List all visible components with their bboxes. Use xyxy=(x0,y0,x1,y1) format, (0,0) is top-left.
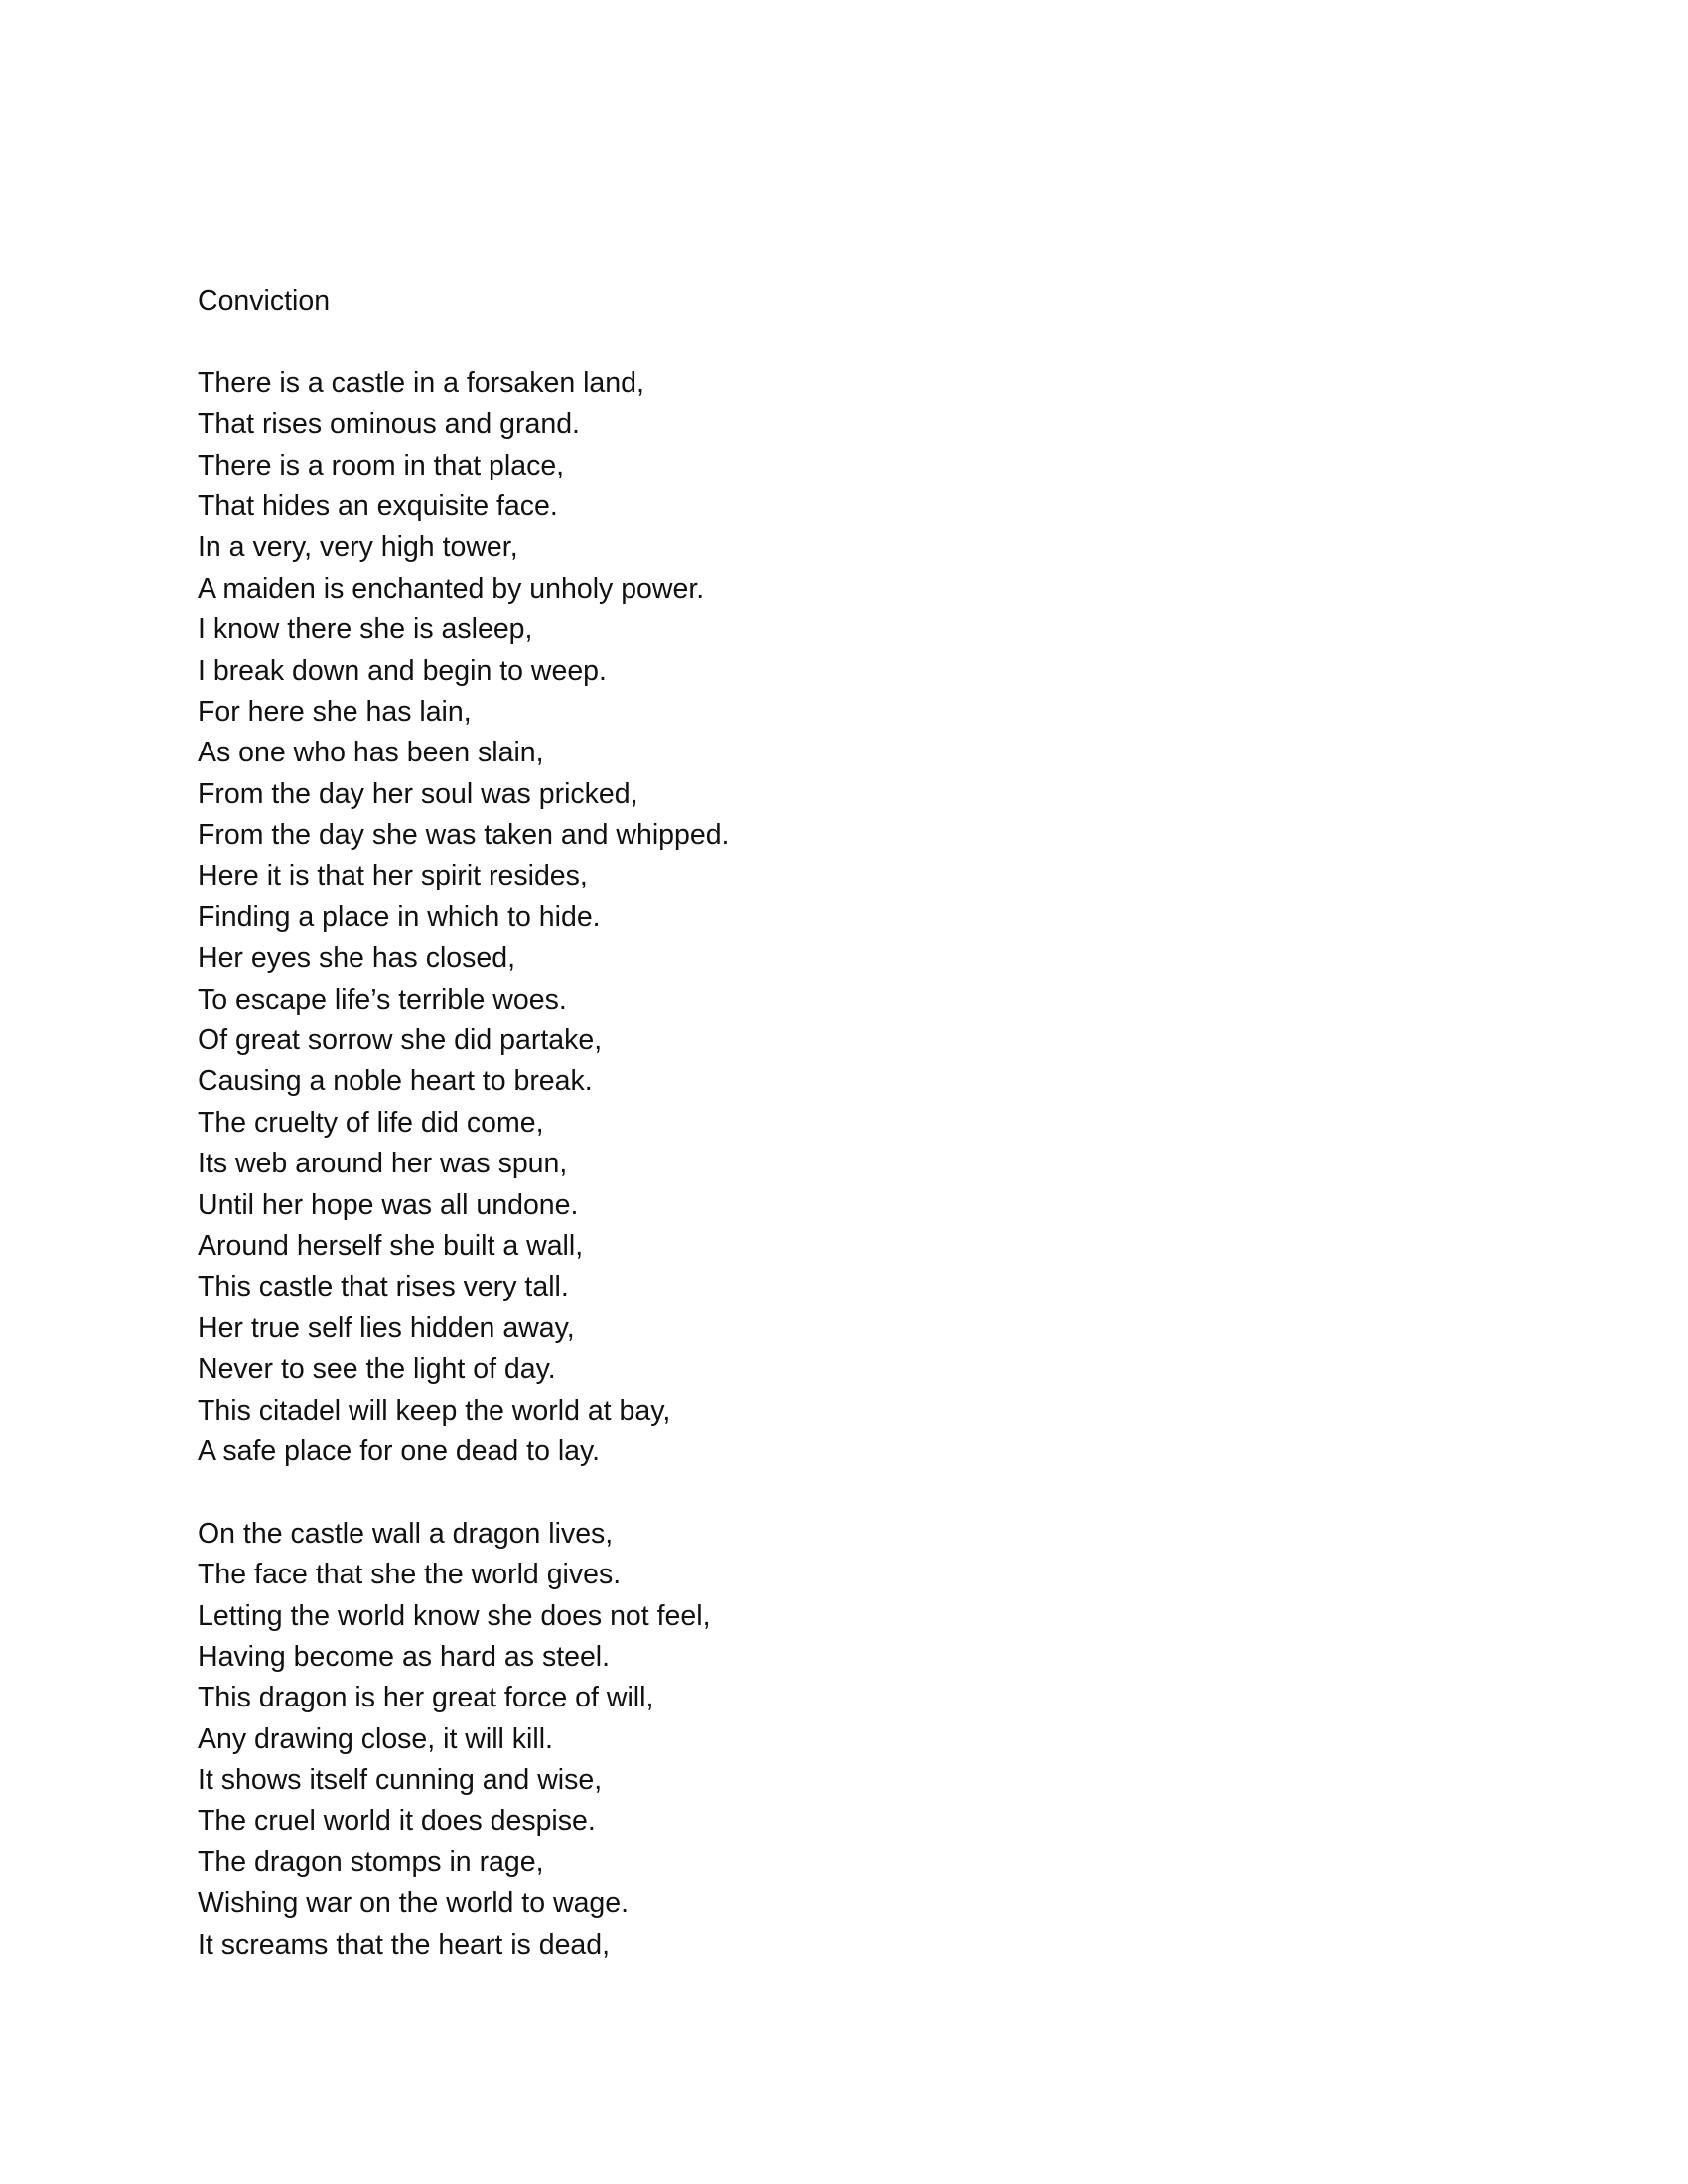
poem-line: This citadel will keep the world at bay, xyxy=(198,1394,671,1427)
poem-line: I know there she is asleep, xyxy=(198,614,533,646)
poem-line: From the day her soul was pricked, xyxy=(198,777,638,810)
poem-title: Conviction xyxy=(198,285,331,317)
poem-line: Having become as hard as steel. xyxy=(198,1640,611,1673)
poem-line: A safe place for one dead to lay. xyxy=(198,1434,601,1467)
poem-line: Any drawing close, it will kill. xyxy=(198,1722,553,1755)
poem-line: For here she has lain, xyxy=(198,695,472,728)
poem-line: The cruelty of life did come, xyxy=(198,1106,544,1139)
poem-line: This castle that rises very tall. xyxy=(198,1271,569,1303)
poem-line: Her true self lies hidden away, xyxy=(198,1311,575,1344)
poem-line: A maiden is enchanted by unholy power. xyxy=(198,572,705,605)
poem-line: This dragon is her great force of will, xyxy=(198,1682,654,1714)
poem-line: In a very, very high tower, xyxy=(198,531,518,564)
poem-line: Its web around her was spun, xyxy=(198,1148,568,1180)
poem-line: The dragon stomps in rage, xyxy=(198,1845,544,1878)
poem-line: Of great sorrow she did partake, xyxy=(198,1024,603,1057)
poem-line: That hides an exquisite face. xyxy=(198,489,558,522)
poem-line: Around herself she built a wall, xyxy=(198,1229,584,1262)
stanza-1 xyxy=(198,363,1488,1473)
poem-line: I break down and begin to weep. xyxy=(198,654,607,687)
poem-line: On the castle wall a dragon lives, xyxy=(198,1517,614,1550)
poem-line: Her eyes she has closed, xyxy=(198,942,515,975)
poem-line: Never to see the light of day. xyxy=(198,1353,556,1386)
stanza-2 xyxy=(198,1514,1488,1966)
poem-line: Wishing war on the world to wage. xyxy=(198,1887,630,1920)
poem-line: As one who has been slain, xyxy=(198,737,544,769)
poem-line: Letting the world know she does not feel, xyxy=(198,1599,711,1632)
poem-line: Here it is that her spirit resides, xyxy=(198,860,588,892)
poem-line: That rises ominous and grand. xyxy=(198,408,580,441)
poem-line: The face that she the world gives. xyxy=(198,1559,622,1591)
poem-line: It screams that the heart is dead, xyxy=(198,1928,611,1961)
poem-line: There is a castle in a forsaken land, xyxy=(198,366,644,399)
poem-line: It shows itself cunning and wise, xyxy=(198,1764,603,1797)
poem-line: Until her hope was all undone. xyxy=(198,1188,579,1221)
poem-line: To escape life’s terrible woes. xyxy=(198,983,567,1016)
poem xyxy=(198,281,1488,2006)
poem-line: From the day she was taken and whipped. xyxy=(198,819,730,852)
poem-line: There is a room in that place, xyxy=(198,449,565,481)
poem-line: The cruel world it does despise. xyxy=(198,1805,596,1838)
poem-line: Causing a noble heart to break. xyxy=(198,1065,593,1098)
poem-line: Finding a place in which to hide. xyxy=(198,900,601,933)
